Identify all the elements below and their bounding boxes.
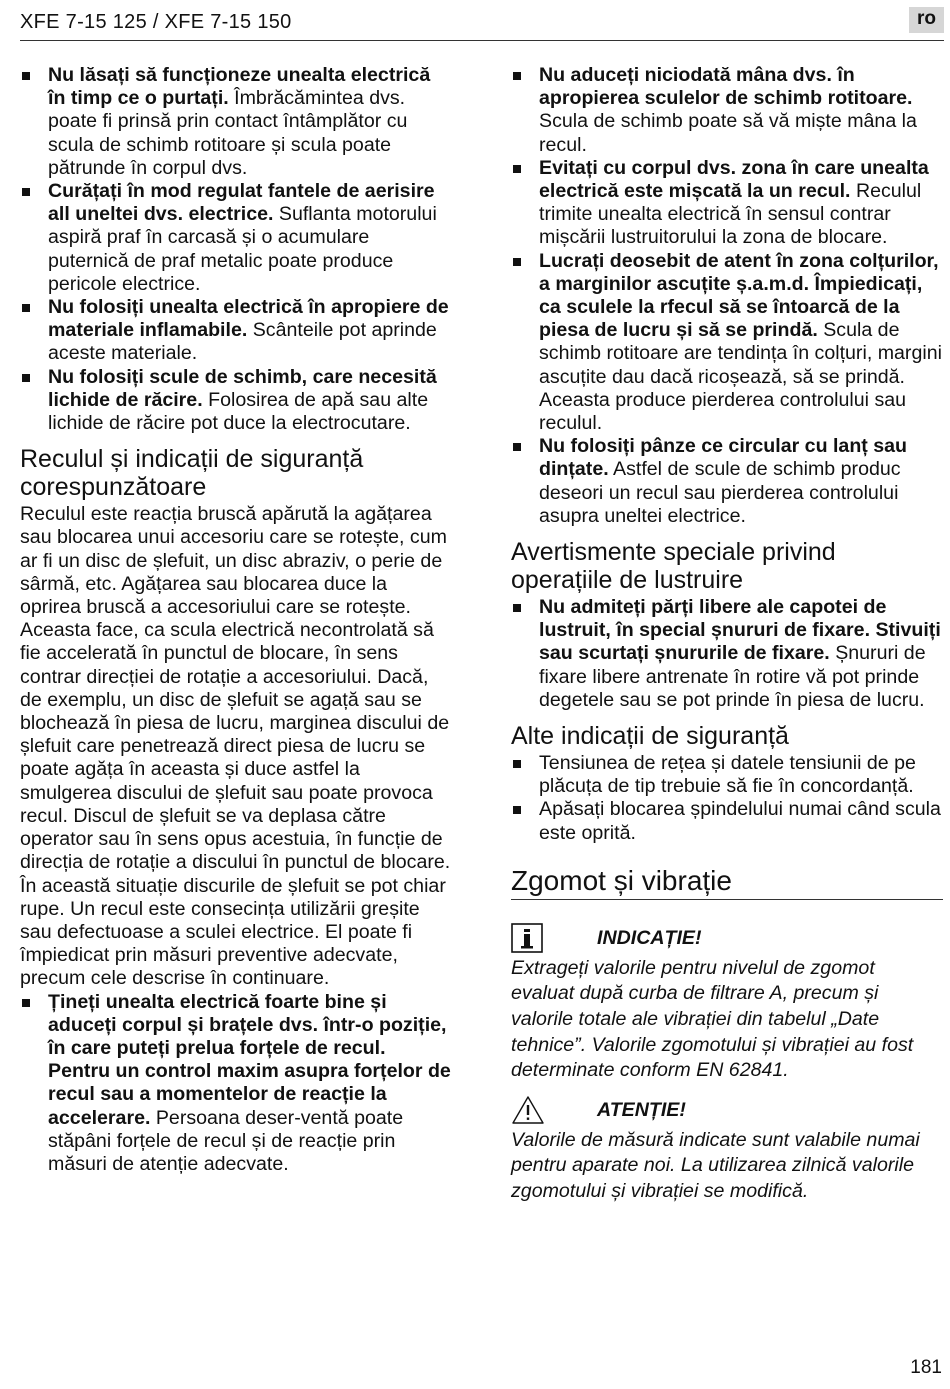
bullet-bold-text: Lucrați deosebit de atent în zona colțurilor, a marginilor ascuțite ș.a.m.d. Împiedicați, ca sculele la rfecul să se întoarcă de la piesa de lucru și să se prindă. — [539, 249, 939, 342]
warning-icon — [511, 1095, 547, 1127]
polishing-warnings-heading: Avertismente speciale privind operațiile de lustruire — [511, 538, 836, 595]
list-item — [20, 991, 453, 1177]
list-item — [511, 64, 943, 157]
bullet-text: Apăsați blocarea șpindelului numai când scula este oprită. — [539, 798, 941, 844]
kickback-paragraph: Reculul este reacția bruscă apărută la agățarea sau blocarea unui accesoriu care se rotește, cum ar fi un disc de șlefuit, un disc abraziv, o perie de sârmă, etc. Agățarea sau blocarea duce la oprirea bruscă a accesoriului care se rotește. Aceasta face, ca scula electrică necontrolată să fie accelerată în punctul de blocare, în sens contrar direcției de rotație a accesoriului. Dacă, de exemplu, un disc de șlefuit se agață sau se blochează în piesa de lucru, marginea discului de șlefuit care penetrează direct piesa de lucru se poate agăța în aceasta și duce astfel la smulgerea discului de șlefuit sau poate provoca recul. Discul de șlefuit se va deplasa către operator sau în sens opus acestuia, în funcție de direcția de rotație a discului în punctul de blocare. În această situație discurile de șlefuit se pot chiar rupe. Un recul este consecința utilizării greșite sau defectuoase a sculei electrice. El poate fi împiedicat prin măsuri preventive adecvate, precum cele descrise în continuare. — [20, 503, 451, 990]
bullet-text: Suflanta motorului aspiră praf în carcasă și o acumulare puternică de praf metalic poate produce pericole electrice. — [48, 203, 437, 295]
safety-bullet-list — [20, 64, 453, 435]
bullet-bold-text: Nu folosiți unealta electrică în apropiere de materiale inflamabile. — [48, 296, 449, 342]
page-number: 181 — [910, 1357, 942, 1378]
list-item — [20, 366, 453, 436]
list-item — [511, 596, 943, 712]
other-safety-heading: Alte indicații de siguranță — [511, 722, 789, 751]
bullet-text: Astfel de scule de schimb produc deseori un recul sau pierderea controlului asupra uneltei electrice. — [539, 458, 901, 527]
bullet-bold-text: Nu folosiți pânze ce circular cu lanț sau dințate. — [539, 435, 908, 481]
bullet-bold-text: Nu admiteți părți libere ale capotei de lustruit, în special șnururi de fixare. Stivuiți sau scurtați șnururile de fixare. — [539, 596, 941, 665]
info-notice — [511, 922, 943, 1084]
bullet-text: Scânteile pot aprinde aceste materiale. — [48, 319, 437, 365]
list-item — [20, 296, 453, 366]
warning-notice — [511, 1094, 943, 1205]
list-item — [511, 798, 943, 844]
kickback-bullet-list-continued — [511, 64, 943, 528]
left-column — [20, 64, 453, 1176]
bullet-text: Folosirea de apă sau alte lichide de răcire pot duce la electrocutare. — [48, 388, 429, 435]
list-item — [20, 180, 453, 296]
list-item — [511, 752, 943, 798]
bullet-text: Îmbrăcămintea dvs. poate fi prinsă prin contact întâmplător cu scula de schimb rotitoare și scula poate pătrunde în corpul dvs. — [48, 87, 408, 179]
kickback-bullet-list — [20, 991, 453, 1177]
bullet-bold-text: Evitați cu corpul dvs. zona în care unealta electrică este mișcată la un recul. — [539, 156, 929, 203]
bullet-text: Șnururi de fixare libere antrenate în rotire vă pot prinde degetele sau se pot prinde în piesa de lucru. — [539, 642, 926, 711]
notice-label: INDICAȚIE! — [597, 927, 702, 950]
bullet-text: Persoana deser-ventă poate stăpâni forțele de recul și de reacție prin măsuri de atenție adecvate. — [48, 1106, 404, 1175]
notice-label: ATENȚIE! — [597, 1099, 686, 1122]
other-safety-bullet-list — [511, 752, 943, 845]
bullet-bold-text: Nu aduceți niciodată mâna dvs. în apropierea sculelor de schimb rotitoare. — [539, 64, 913, 110]
noise-vibration-heading: Zgomot și vibrație — [511, 865, 943, 900]
notice-text: Valorile de măsură indicate sunt valabile numai pentru aparate noi. La utilizarea zilnică valorile zgomotului și vibrației se modifică. — [511, 1128, 920, 1203]
bullet-text: Scula de schimb rotitoare are tendința în colțuri, margini ascuțite dau dacă ricoșează, să se prindă. Aceasta produce pierderea controlului sau reculul. — [539, 319, 942, 435]
bullet-bold-text: Țineți unealta electrică foarte bine și aduceți corpul și brațele dvs. într-o poziție, în care puteți prelua forțele de recul. Pentru un control maxim asupra forțelor de recul sau a momentelor de reacție la accelerare. — [48, 990, 451, 1129]
list-item — [511, 250, 943, 436]
right-column — [511, 64, 943, 1205]
bullet-bold-text: Nu lăsați să funcționeze unealta electrică în timp ce o purtați. — [48, 64, 431, 110]
bullet-text: Reculul trimite unealta electrică în sensul contrar mișcării lustruitorului la zona de blocare. — [539, 180, 922, 249]
document-header-title: XFE 7-15 125 / XFE 7-15 150 — [20, 11, 292, 33]
list-item — [20, 64, 453, 180]
bullet-text: Tensiunea de rețea și datele tensiunii de pe plăcuța de tip trebuie să fie în concordanță. — [539, 752, 916, 798]
header-divider — [20, 40, 944, 41]
language-badge: ro — [909, 7, 944, 33]
bullet-bold-text: Curățați în mod regulat fantele de aerisire all uneltei dvs. electrice. — [48, 180, 435, 226]
bullet-text: Scula de schimb poate să vă miște mâna la recul. — [539, 110, 917, 156]
list-item — [511, 435, 943, 528]
info-icon — [511, 923, 547, 955]
notice-text: Extrageți valorile pentru nivelul de zgomot evaluat după curba de filtrare A, precum și valorile totale ale vibrației din tabelul „Date tehnice”. Valorile zgomotului și vibrației au fost determinate conform EN 62841. — [511, 956, 914, 1082]
polishing-bullet-list — [511, 596, 943, 712]
list-item — [511, 157, 943, 250]
kickback-heading: Reculul și indicații de siguranță corespunzătoare — [20, 445, 364, 502]
bullet-bold-text: Nu folosiți scule de schimb, care necesită lichide de răcire. — [48, 365, 437, 411]
